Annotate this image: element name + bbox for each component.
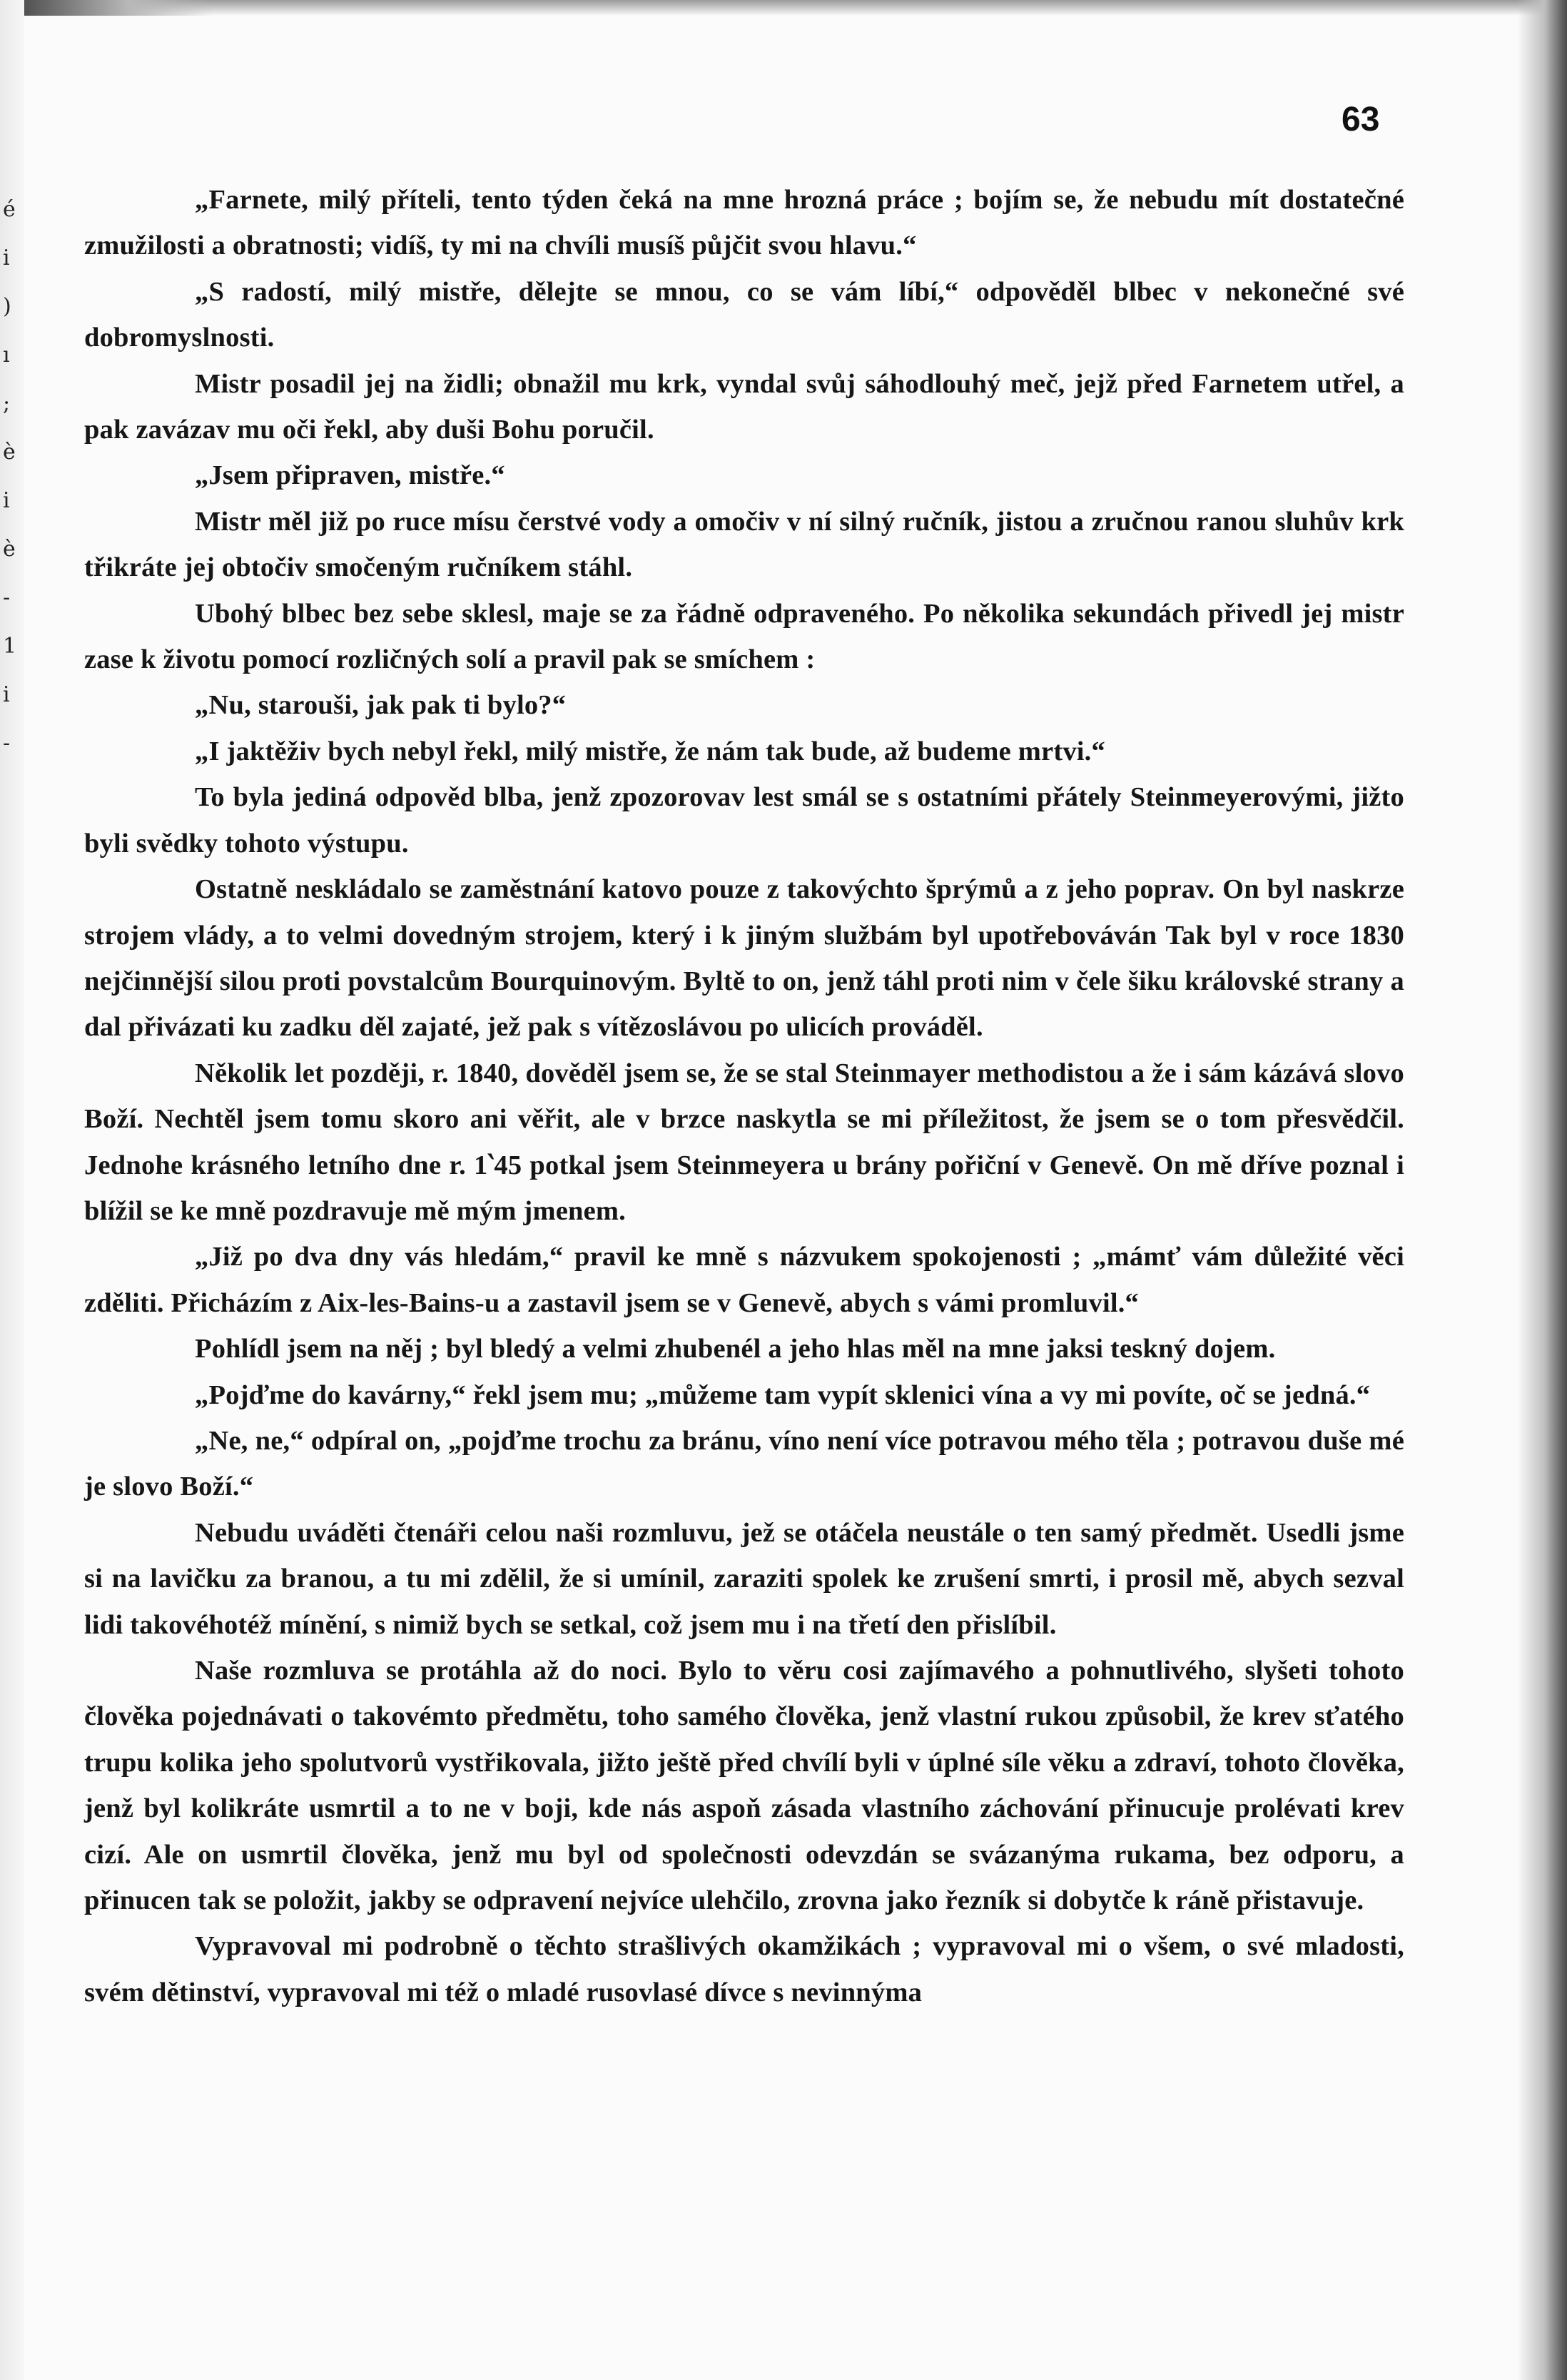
- top-left-edge-shadow: [0, 0, 214, 16]
- paragraph: „Pojďme do kavárny,“ řekl jsem mu; „můžeme tam vypít sklenici vína a vy mi povíte, oč se jedná.“: [195, 1379, 1371, 1410]
- margin-mark: ): [3, 294, 11, 319]
- margin-mark: -: [3, 731, 11, 756]
- margin-mark: ;: [3, 391, 11, 416]
- page-number: 63: [1342, 101, 1380, 138]
- left-binding-edge: [0, 0, 24, 2380]
- paragraph: Naše rozmluva se protáhla až do noci. Bylo to věru cosi zajímavého a pohnutlivého, slyšeti tohoto člověka pojednávati o takovémto předmětu, toho samého člověka, jenž vlastní rukou způsobil, že krev sťatého trupu kolika jeho spolutvorů vystřikovala, jižto ještě před chvílí byli v úplné síle věku a zdraví, tohoto člověka, jenž byl kolikráte usmrtil a to ne v boji, kde nás aspoň zásada vlastního záchování přinucuje prolévati krev cizí. Ale on usmrtil člověka, jenž mu byl od společnosti odevzdán se svázanýma rukama, bez odporu, a přinucen tak se položit, jakby se odpravení nejvíce ulehčilo, zrovna jako řezník si dobytče k ráně přistavuje.: [84, 1656, 1404, 1916]
- margin-bleed-marks: [3, 186, 21, 768]
- paragraph: „I jaktěživ bych nebyl řekl, milý mistře, že nám tak bude, až budeme mrtvi.“: [195, 736, 1105, 766]
- paragraph: Ubohý blbec bez sebe sklesl, maje se za řádně odpraveného. Po několika sekundách přivedl jej mistr zase k životu pomocí rozličných solí a pravil pak se smíchem :: [84, 598, 1404, 675]
- paragraph: „Jsem připraven, mistře.“: [195, 460, 505, 491]
- paragraph: Ostatně neskládalo se zaměstnání katovo pouze z takovýchto šprýmů a z jeho poprav. On byl naskrze strojem vlády, a to velmi dovedným strojem, který i k jiným službám byl upotřebováván Tak byl v roce 1830 nejčinnější silou proti povstalcům Bourquinovým. Byltě to on, jenž táhl proti nim v čele šiku královské strany a dal přivázati ku zadku děl zajaté, jež pak s vítězoslávou po ulicích prováděl.: [84, 874, 1404, 1043]
- paragraph: Mistr měl již po ruce mísu čerstvé vody a omočiv v ní silný ručník, jistou a zručnou ranou sluhův krk třikráte jej obtočiv smočeným ručníkem stáhl.: [84, 506, 1404, 583]
- paragraph: „Nu, starouši, jak pak ti bylo?“: [195, 690, 567, 721]
- paragraph: Několik let později, r. 1840, dověděl jsem se, že se stal Steinmayer methodistou a že i sám kázává slovo Boží. Nechtěl jsem tomu skoro ani věřit, ale v brzce naskytla se mi příležitost, že jsem se o tom přesvědčil. Jednohe krásného letního dne r. 1‵45 potkal jsem Steinmeyera u brány pořiční v Genevě. On mě dříve poznal i blížil se ke mně pozdravuje mě mým jmenem.: [84, 1058, 1404, 1226]
- paragraph: Pohlídl jsem na něj ; byl bledý a velmi zhubenél a jeho hlas měl na mne jaksi teskný dojem.: [195, 1334, 1276, 1364]
- margin-mark: i: [3, 682, 10, 707]
- paragraph: Mistr posadil jej na židli; obnažil mu krk, vyndal svůj sáhodlouhý meč, jejž před Farnetem utřel, a pak zavázav mu oči řekl, aby duši Bohu poručil.: [84, 368, 1404, 445]
- right-page-edge: [1517, 0, 1567, 2380]
- top-edge-shadow: [43, 0, 1567, 16]
- paragraph: „S radostí, milý mistře, dělejte se mnou, co se vám líbí,“ odpověděl blbec v nekonečné své dobromyslnosti.: [84, 276, 1404, 353]
- margin-mark: i: [3, 488, 10, 513]
- margin-mark: è: [3, 537, 16, 562]
- margin-mark: 1: [3, 634, 17, 659]
- paragraph: „Farnete, milý příteli, tento týden čeká na mne hrozná práce ; bojím se, že nebudu mít dostatečné zmužilosti a obratnosti; vidíš, ty mi na chvíli musíš půjčit svou hlavu.“: [84, 185, 1404, 261]
- paragraph: „Již po dva dny vás hledám,“ pravil ke mně s názvukem spokojenosti ; „mámť vám důležité věci zděliti. Přicházím z Aix-les-Bains-u a zastavil jsem se v Genevě, abych s vámi promluvil.“: [84, 1242, 1404, 1318]
- paragraph: „Ne, ne,“ odpíral on, „pojďme trochu za bránu, víno není více potravou mého těla ; potravou duše mé je slovo Boží.“: [84, 1425, 1404, 1502]
- margin-mark: é: [3, 197, 16, 222]
- margin-mark: ı: [3, 343, 10, 368]
- margin-mark: è: [3, 440, 16, 465]
- margin-mark: i: [3, 245, 10, 270]
- body-text: [84, 177, 1404, 2015]
- paragraph: Nebudu uváděti čtenáři celou naši rozmluvu, jež se otáčela neustále o ten samý předmět. Usedli jsme si na lavičku za branou, a tu mi zdělil, že si umínil, zaraziti spolek ke zrušení smrti, i prosil mě, abych sezval lidi takovéhotéž mínění, s nimiž bych se setkal, což jsem mu i na třetí den přislíbil.: [84, 1517, 1404, 1640]
- margin-mark: -: [3, 585, 11, 610]
- paragraph: To byla jediná odpověd blba, jenž zpozorovav lest smál se s ostatními přátely Steinmeyerovými, jižto byli svědky tohoto výstupu.: [84, 782, 1404, 859]
- paragraph: Vypravoval mi podrobně o těchto strašlivých okamžikách ; vypravoval mi o všem, o své mladosti, svém dětinství, vypravoval mi též o mladé rusovlasé dívce s nevinnýma: [84, 1931, 1404, 2007]
